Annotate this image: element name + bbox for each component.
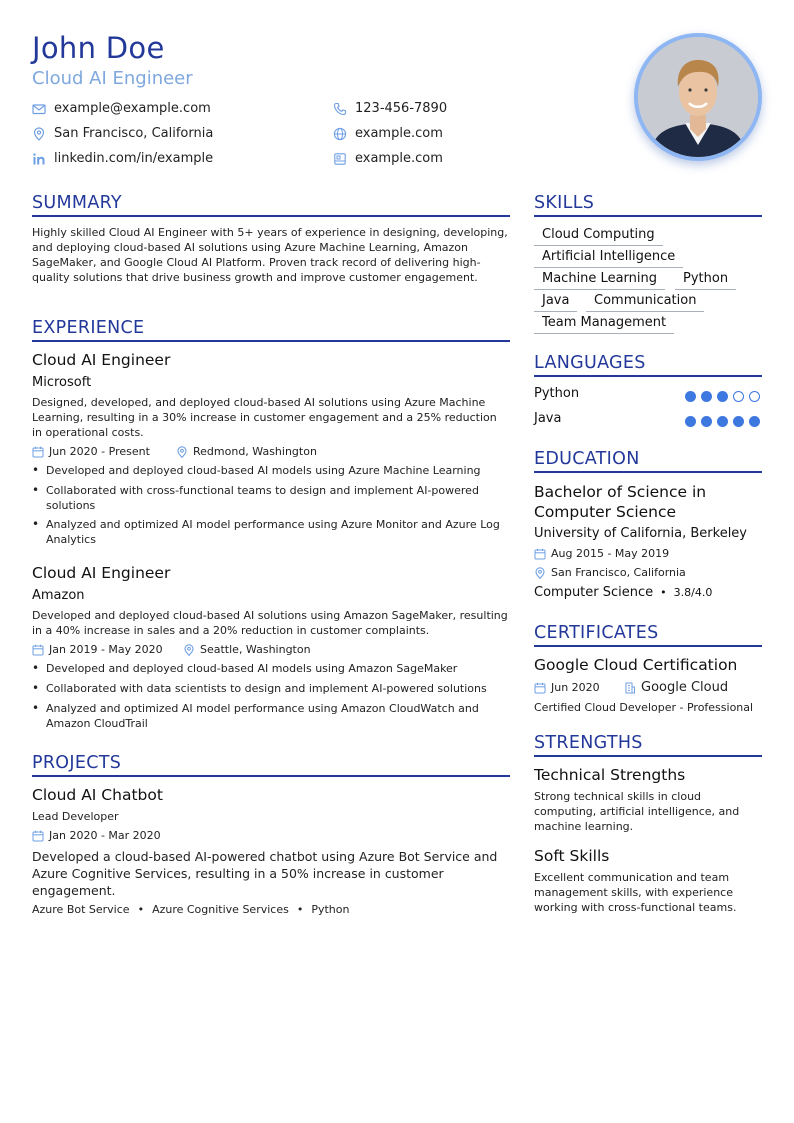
job-bullet: • Collaborated with cross-functional teams to design and implement AI-powered solutions bbox=[32, 483, 506, 513]
experience-heading: EXPERIENCE bbox=[32, 318, 145, 338]
project-keywords: Azure Bot Service • Azure Cognitive Services • Python bbox=[32, 903, 350, 916]
gpa: 3.8/4.0 bbox=[673, 586, 713, 599]
keyword: Python bbox=[311, 903, 350, 916]
level-dot-filled bbox=[685, 416, 696, 427]
job-company: Amazon bbox=[32, 588, 85, 603]
calendar-icon bbox=[534, 548, 546, 560]
keyword: Azure Cognitive Services bbox=[152, 903, 289, 916]
job-dates: Jun 2020 - Present bbox=[32, 445, 150, 458]
education-dates: Aug 2015 - May 2019 bbox=[534, 547, 669, 560]
strength-name: Technical Strengths bbox=[534, 766, 686, 784]
contact-phone[interactable] bbox=[333, 101, 447, 116]
level-dot-empty bbox=[733, 391, 744, 402]
projects-heading: PROJECTS bbox=[32, 753, 122, 773]
location-pin-icon bbox=[176, 446, 188, 458]
keyword: Azure Bot Service bbox=[32, 903, 130, 916]
certificate-description: Certified Cloud Developer - Professional bbox=[534, 701, 754, 714]
level-dot-filled bbox=[749, 416, 760, 427]
contact-email[interactable] bbox=[32, 101, 211, 116]
linkedin-icon bbox=[32, 152, 46, 166]
candidate-role: Cloud AI Engineer bbox=[32, 68, 193, 89]
education-field-row: Computer Science • 3.8/4.0 bbox=[534, 585, 713, 600]
certificate-name: Google Cloud Certification bbox=[534, 656, 738, 674]
location-pin-icon bbox=[534, 567, 546, 579]
level-dot-filled bbox=[717, 391, 728, 402]
certificate-date: Jun 2020 bbox=[534, 681, 600, 694]
calendar-icon bbox=[32, 644, 44, 656]
project-name: Cloud AI Chatbot bbox=[32, 786, 163, 804]
experience-divider bbox=[32, 340, 510, 342]
mail-icon bbox=[32, 102, 46, 116]
job-description: Designed, developed, and deployed cloud-based AI solutions using Azure Machine Learning, resulting in a 30% increase in customer engagement and a 25% reduction in operational costs. bbox=[32, 396, 497, 439]
skill-tag: Communication bbox=[586, 292, 704, 312]
level-dot-filled bbox=[685, 391, 696, 402]
job-location: Seattle, Washington bbox=[183, 643, 311, 656]
education-location: San Francisco, California bbox=[534, 566, 686, 579]
education-heading: EDUCATION bbox=[534, 449, 640, 469]
certificates-heading: CERTIFICATES bbox=[534, 623, 659, 643]
skill-tag: Java bbox=[534, 292, 577, 312]
job-bullet: • Developed and deployed cloud-based AI models using Amazon SageMaker bbox=[32, 661, 506, 676]
phone-text: 123-456-7890 bbox=[355, 101, 448, 116]
contact-website[interactable] bbox=[333, 126, 443, 141]
summary-heading: SUMMARY bbox=[32, 193, 122, 213]
projects-divider bbox=[32, 775, 510, 777]
level-dot-empty bbox=[749, 391, 760, 402]
skills-divider bbox=[534, 215, 762, 217]
skill-tag: Machine Learning bbox=[534, 270, 665, 290]
building-icon bbox=[624, 682, 636, 694]
portfolio-icon bbox=[333, 152, 347, 166]
school: University of California, Berkeley bbox=[534, 526, 747, 541]
contact-linkedin[interactable] bbox=[32, 151, 213, 166]
degree: Bachelor of Science in Computer Science bbox=[534, 483, 707, 521]
linkedin-text: linkedin.com/in/example bbox=[54, 151, 214, 166]
project-role: Lead Developer bbox=[32, 810, 119, 823]
location-pin-icon bbox=[183, 644, 195, 656]
summary-divider bbox=[32, 215, 510, 217]
strength-name: Soft Skills bbox=[534, 847, 610, 865]
job-title: Cloud AI Engineer bbox=[32, 564, 171, 582]
profile-photo bbox=[634, 33, 762, 161]
candidate-name: John Doe bbox=[32, 31, 165, 65]
strength-description: Excellent communication and team management skills, with experience working with cross-functional teams. bbox=[534, 871, 737, 914]
email-text: example@example.com bbox=[54, 101, 211, 116]
level-dot-filled bbox=[733, 416, 744, 427]
location-pin-icon bbox=[32, 127, 46, 141]
website-text: example.com bbox=[355, 126, 443, 141]
skill-tag: Python bbox=[675, 270, 736, 290]
job-bullet: • Analyzed and optimized AI model performance using Azure Monitor and Azure Log Analytics bbox=[32, 517, 506, 547]
level-dot-filled bbox=[701, 391, 712, 402]
calendar-icon bbox=[32, 446, 44, 458]
contact-portfolio[interactable] bbox=[333, 151, 443, 166]
job-location: Redmond, Washington bbox=[176, 445, 317, 458]
job-bullet: • Developed and deployed cloud-based AI models using Azure Machine Learning bbox=[32, 463, 506, 478]
certificates-divider bbox=[534, 645, 762, 647]
languages-divider bbox=[534, 375, 762, 377]
skill-tag: Team Management bbox=[534, 314, 674, 334]
phone-icon bbox=[333, 102, 347, 116]
project-dates: Jan 2020 - Mar 2020 bbox=[32, 829, 161, 842]
certificate-issuer: Google Cloud bbox=[624, 680, 728, 695]
job-bullet: • Analyzed and optimized AI model performance using Amazon CloudWatch and Amazon CloudTrail bbox=[32, 701, 506, 731]
globe-icon bbox=[333, 127, 347, 141]
summary-text: Highly skilled Cloud AI Engineer with 5+ years of experience in designing, developing, and deploying cloud-based AI solutions using Azure Machine Learning, Amazon SageMaker, and Google Cloud AI Platform. Proven track record of delivering high-quality solutions that drive business growth and improve customer engagement. bbox=[32, 226, 508, 284]
language-level-dots bbox=[680, 416, 760, 427]
level-dot-filled bbox=[717, 416, 728, 427]
education-divider bbox=[534, 471, 762, 473]
project-description: Developed a cloud-based AI-powered chatbot using Azure Bot Service and Azure Cognitive Services, resulting in a 50% increase in customer engagement. bbox=[32, 849, 498, 898]
job-title: Cloud AI Engineer bbox=[32, 351, 171, 369]
location-text: San Francisco, California bbox=[54, 126, 214, 141]
language-name: Java bbox=[534, 411, 562, 426]
language-level-dots bbox=[680, 391, 760, 402]
calendar-icon bbox=[534, 682, 546, 694]
contact-location bbox=[32, 126, 213, 141]
portfolio-text: example.com bbox=[355, 151, 443, 166]
strength-description: Strong technical skills in cloud computing, artificial intelligence, and machine learning. bbox=[534, 790, 740, 833]
calendar-icon bbox=[32, 830, 44, 842]
job-description: Developed and deployed cloud-based AI solutions using Amazon SageMaker, resulting in a 40% increase in sales and a 20% reduction in customer complaints. bbox=[32, 609, 508, 637]
job-bullet: • Collaborated with data scientists to design and implement AI-powered solutions bbox=[32, 681, 506, 696]
languages-heading: LANGUAGES bbox=[534, 353, 646, 373]
strengths-heading: STRENGTHS bbox=[534, 733, 643, 753]
skill-tag: Artificial Intelligence bbox=[534, 248, 683, 268]
job-company: Microsoft bbox=[32, 375, 92, 390]
strengths-divider bbox=[534, 755, 762, 757]
skill-tag: Cloud Computing bbox=[534, 226, 663, 246]
language-name: Python bbox=[534, 386, 580, 401]
job-dates: Jan 2019 - May 2020 bbox=[32, 643, 163, 656]
skills-heading: SKILLS bbox=[534, 193, 595, 213]
field-of-study: Computer Science bbox=[534, 585, 654, 600]
level-dot-filled bbox=[701, 416, 712, 427]
